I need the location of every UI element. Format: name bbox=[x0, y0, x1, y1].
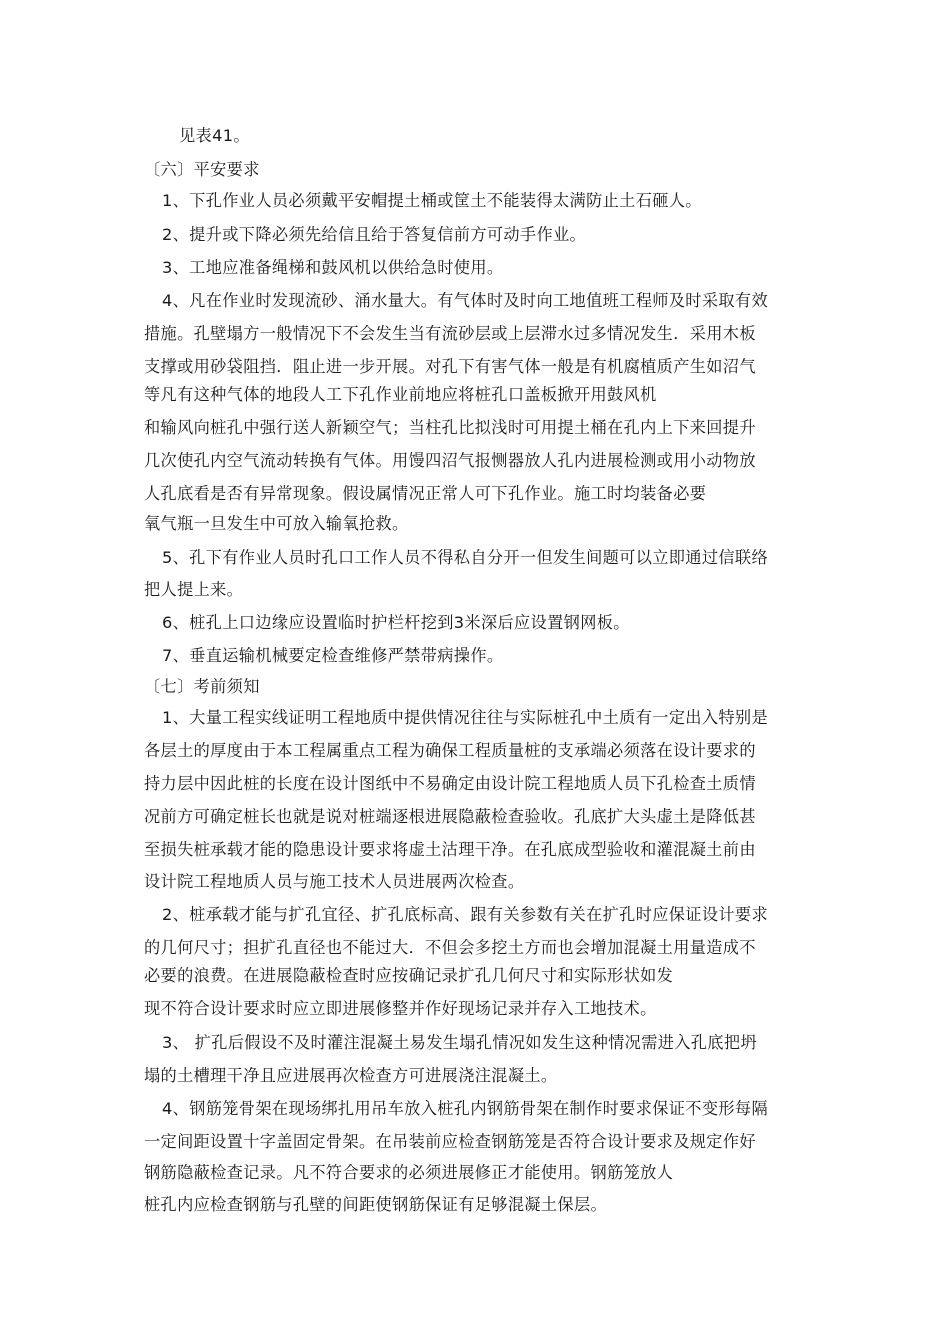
text-line: 1、大量工程实线证明工程地质中提供情况往往与实际桩孔中土质有一定出入特别是 bbox=[162, 708, 768, 727]
section-heading: 〔六〕平安要求 bbox=[144, 160, 260, 179]
text-line: 况前方可确定桩长也就是说对桩端逐根进展隐蔽检查验收。孔底扩大头虚土是降低甚 bbox=[144, 807, 756, 826]
text-line: 各层土的厚度由于本工程属重点工程为确保工程质量桩的支承端必须落在设计要求的 bbox=[144, 741, 756, 760]
text-line: 支撑或用砂袋阻挡．阻止进一步开展。对孔下有害气体一般是有机腐植质产生如沼气 bbox=[144, 357, 756, 376]
section-heading: 〔七〕考前须知 bbox=[144, 677, 260, 696]
text-line: 现不符合设计要求时应立即进展修整并作好现场记录并存入工地技术。 bbox=[144, 999, 657, 1018]
text-line: 把人提上来。 bbox=[144, 580, 244, 599]
text-line: 3、 扩孔后假设不及时灌注混凝土易发生塌孔情况如发生这种情况需进入孔底把坍 bbox=[162, 1033, 757, 1052]
text-line: 钢筋隐蔽检查记录。凡不符合要求的必须进展修正才能使用。钢筋笼放人 bbox=[144, 1163, 674, 1182]
text-line: 措施。孔壁塌方一般情况下不会发生当有流砂层或上层滞水过多情况发生．采用木板 bbox=[144, 324, 756, 343]
text-line: 等凡有这种气体的地段人工下孔作业前地应将桩孔口盖板掀开用鼓风机 bbox=[144, 385, 657, 404]
text-line: 的几何尺寸；担扩孔直径也不能过大．不但会多挖土方而也会增加混凝土用量造成不 bbox=[144, 938, 756, 957]
text-line: 至损失桩承载才能的隐患设计要求将虚土沽理干净。在孔底成型验收和灌混凝土前由 bbox=[144, 840, 756, 859]
text-line: 一定间距设置十字盖固定骨架。在吊装前应检查钢筋笼是否符合设计要求及规定作好 bbox=[144, 1132, 756, 1151]
text-line: 和输风向桩孔中强行送人新颖空气；当柱孔比拟浅时可用提土桶在孔内上下来回提升 bbox=[144, 418, 756, 437]
text-line: 必要的浪费。在进展隐蔽检查时应按确记录扩孔几何尺寸和实际形状如发 bbox=[144, 966, 674, 985]
text-line: 氧气瓶一旦发生中可放入输氧抢救。 bbox=[144, 514, 409, 533]
text-line: 4、钢筋笼骨架在现场绑扎用吊车放入桩孔内钢筋骨架在制作时要求保证不变形每隔 bbox=[162, 1099, 768, 1118]
text-line: 2、提升或下降必须先给信且给于答复信前方可动手作业。 bbox=[162, 225, 587, 244]
text-line: 设计院工程地质人员与施工技术人员进展两次检查。 bbox=[144, 872, 525, 891]
text-line: 5、孔下有作业人员时孔口工作人员不得私自分开一但发生间题可以立即通过信联络 bbox=[162, 548, 768, 567]
text-line: 塌的土槽理干净且应进展再次检查方可进展浇注混凝土。 bbox=[144, 1066, 558, 1085]
text-line: 6、桩孔上口边缘应设置临时护栏杆挖到3米深后应设置钢网板。 bbox=[162, 613, 630, 632]
text-line: 7、垂直运输机械要定检查维修严禁带病操作。 bbox=[162, 646, 504, 665]
text-line: 持力层中因此桩的长度在设计图纸中不易确定由设计院工程地质人员下孔检查土质情 bbox=[144, 774, 756, 793]
text-line: 2、桩承载才能与扩孔宜径、扩孔底标高、跟有关参数有关在扩孔时应保证设计要求 bbox=[162, 905, 768, 924]
text-line: 4、凡在作业时发现流砂、涌水量大。有气体时及时向工地值班工程师及时采取有效 bbox=[162, 291, 768, 310]
text-line: 几次使孔内空气流动转换有气体。用馒四沼气报恻器放人孔内进展检测或用小动物放 bbox=[144, 451, 756, 470]
text-line: 1、下孔作业人员必须戴平安帽提土桶或筐土不能装得太满防止土石砸人。 bbox=[162, 191, 702, 210]
text-line: 人孔底看是否有异常现象。假设属情况正常人可下孔作业。施工时均装备必要 bbox=[144, 484, 707, 503]
text-line: 3、工地应准备绳梯和鼓风机以供给急时使用。 bbox=[162, 258, 504, 277]
text-line: 桩孔内应检查钢筋与孔壁的间距使钢筋保证有足够混凝土保层。 bbox=[144, 1195, 608, 1214]
text-line: 见表41。 bbox=[179, 126, 250, 145]
